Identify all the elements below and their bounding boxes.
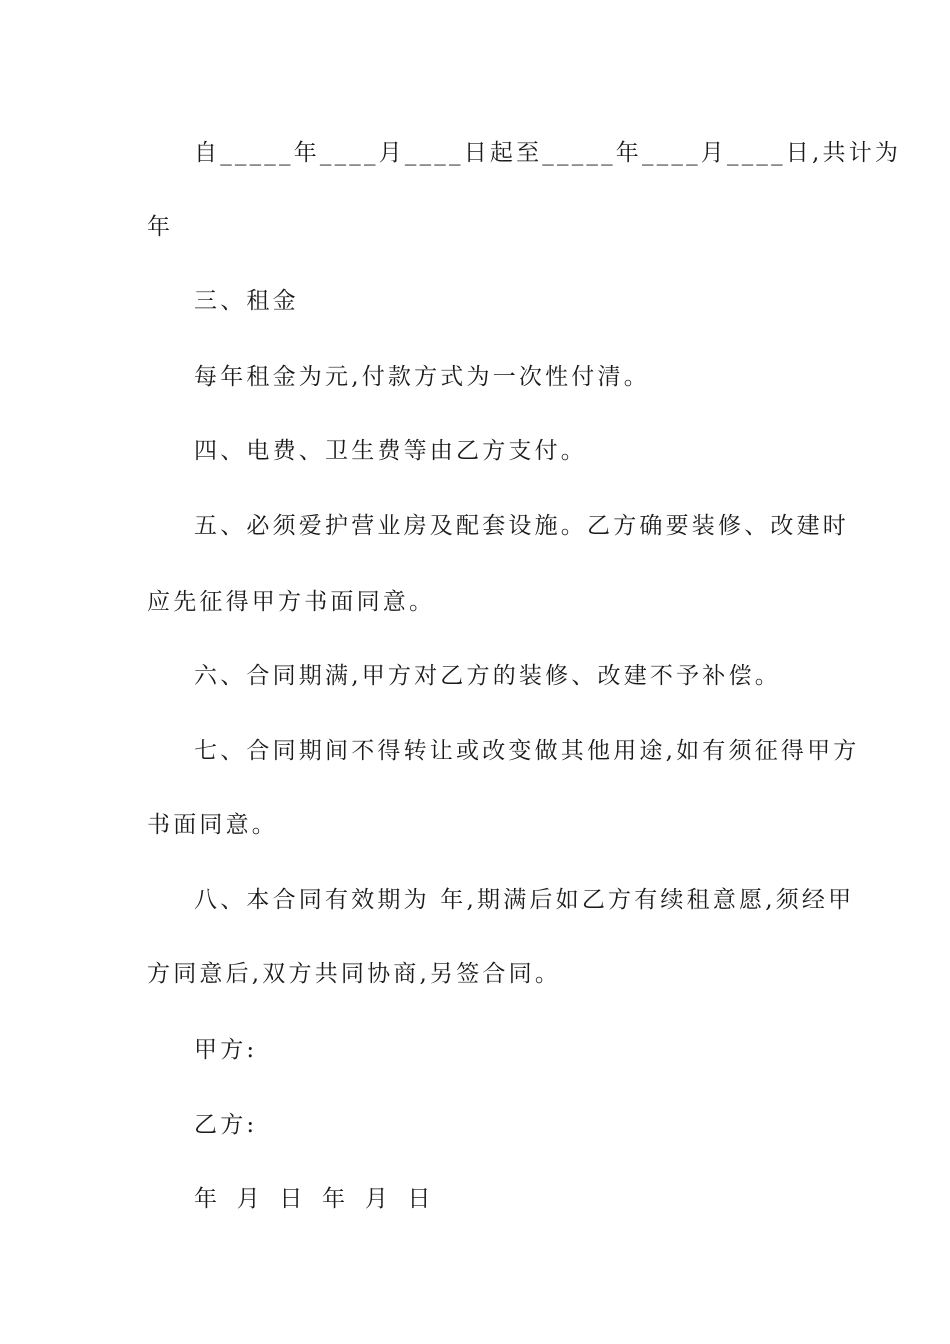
signature-dates: 年 月 日 年 月 日 xyxy=(194,1186,434,1212)
lease-term-continuation: 年 xyxy=(147,214,174,240)
lease-term-line: 自_____年____月____日起至_____年____月____日,共计为 xyxy=(194,140,902,166)
clause-seven: 七、合同期间不得转让或改变做其他用途,如有须征得甲方 xyxy=(194,738,860,764)
clause-six: 六、合同期满,甲方对乙方的装修、改建不予补偿。 xyxy=(194,663,781,689)
clause-four: 四、电费、卫生费等由乙方支付。 xyxy=(194,438,587,464)
clause-five: 五、必须爱护营业房及配套设施。乙方确要装修、改建时 xyxy=(194,513,849,539)
party-a-signature: 甲方: xyxy=(194,1037,258,1063)
clause-five-continuation: 应先征得甲方书面同意。 xyxy=(147,589,436,615)
rent-payment-line: 每年租金为元,付款方式为一次性付清。 xyxy=(194,364,650,390)
clause-eight: 八、本合同有效期为 年,期满后如乙方有续租意愿,须经甲 xyxy=(194,887,855,913)
clause-eight-continuation: 方同意后,双方共同协商,另签合同。 xyxy=(147,961,562,987)
clause-seven-continuation: 书面同意。 xyxy=(147,812,278,838)
party-b-signature: 乙方: xyxy=(194,1112,258,1138)
section-heading-rent: 三、租金 xyxy=(194,288,299,314)
